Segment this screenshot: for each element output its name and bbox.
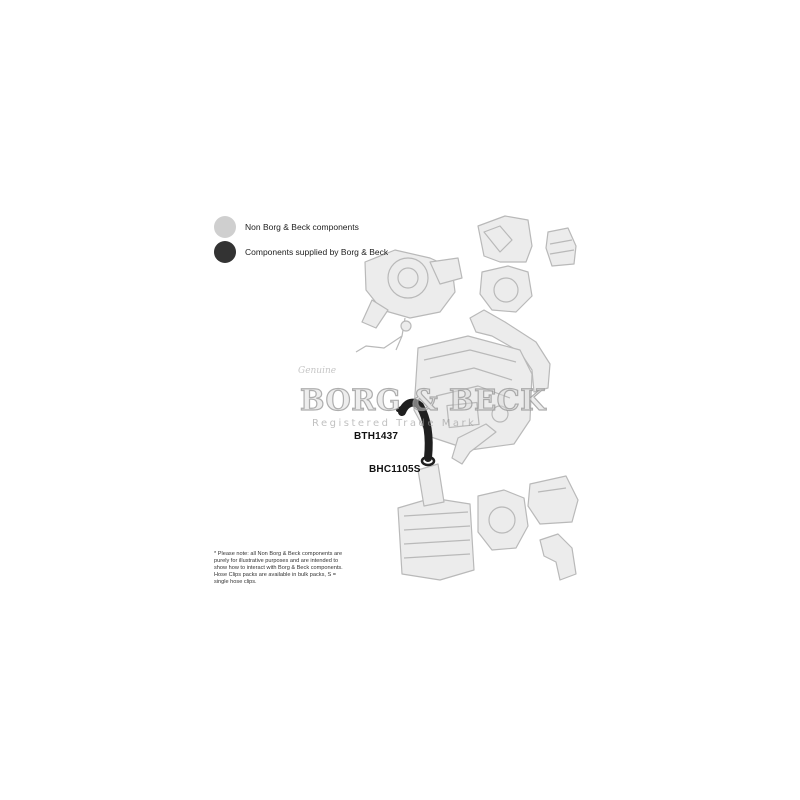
elbow-pipe-part — [540, 534, 576, 580]
dark-swatch — [214, 241, 236, 263]
watermark-script: Genuine — [298, 366, 337, 376]
intercooler-part — [398, 464, 474, 580]
lower-turbo-part — [478, 490, 528, 550]
thermostat-cap-part — [546, 228, 576, 266]
legend-item-non-borg-beck — [214, 216, 359, 238]
throttle-body-part — [480, 266, 532, 312]
intake-manifold-part — [478, 216, 532, 262]
exhaust-manifold-part — [528, 476, 578, 524]
hose-part-label: BTH1437 — [354, 431, 399, 442]
legend-label: Components supplied by Borg & Beck — [245, 247, 389, 257]
watermark-brand: BORG & BECK — [300, 383, 546, 417]
grey-swatch — [214, 216, 236, 238]
legend-label: Non Borg & Beck components — [245, 222, 359, 232]
clip-part-label: BHC1105S — [369, 464, 421, 475]
legend-item-borg-beck — [214, 241, 388, 263]
disclaimer-note: * Please note: all Non Borg & Beck components are purely for illustrative purposes and are intended to show how to interact with Borg & Beck components. Hose Clips packs are available in bulk packs, S = single hose clips. — [214, 551, 343, 585]
watermark-subtitle: Registered Trade Mark — [312, 418, 477, 429]
